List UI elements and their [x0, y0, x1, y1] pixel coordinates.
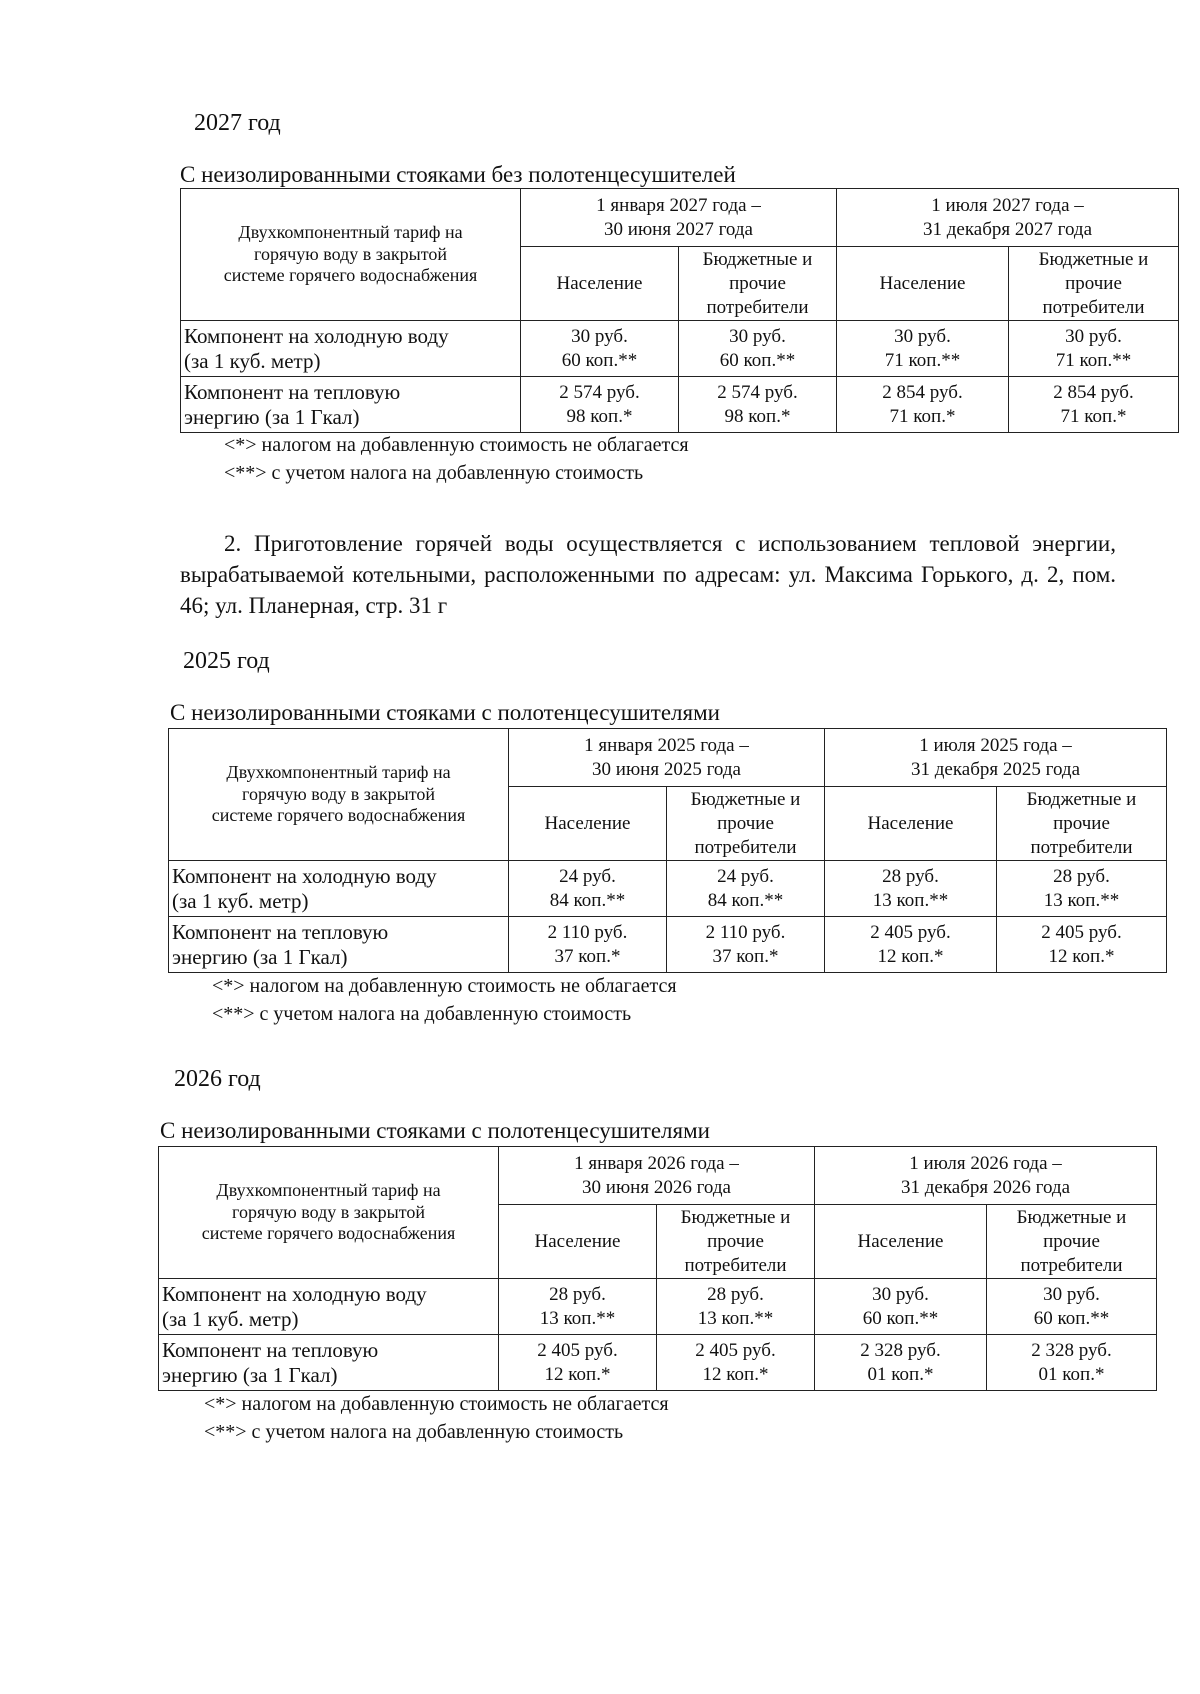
value-cell: 24 руб. 84 коп.** [667, 861, 825, 917]
column-header-population: Население [825, 787, 997, 861]
column-header-population: Население [521, 247, 679, 321]
period-header-h1: 1 января 2026 года – 30 июня 2026 года [499, 1147, 815, 1205]
value-cell: 2 328 руб. 01 коп.* [815, 1335, 987, 1391]
column-header-population: Население [837, 247, 1009, 321]
value-cell: 2 854 руб. 71 коп.* [1009, 377, 1179, 433]
year-heading: 2025 год [183, 648, 270, 674]
column-header-budget: Бюджетные и прочие потребители [1009, 247, 1179, 321]
paragraph-boiler-houses: 2. Приготовление горячей воды осуществляется с использованием тепловой энергии, вырабатываемой котельными, расположенными по адресам: ул. Максима Горького, д. 2, пом. 46; ул. Планерная, стр. 31 г [180, 531, 1116, 618]
period-header-h2: 1 июля 2027 года – 31 декабря 2027 года [837, 189, 1179, 247]
value-cell: 28 руб. 13 коп.** [825, 861, 997, 917]
table-row-cold-water [181, 321, 1179, 377]
period-header-h2: 1 июля 2025 года – 31 декабря 2025 года [825, 729, 1167, 787]
value-cell: 2 574 руб. 98 коп.* [521, 377, 679, 433]
value-cell: 24 руб. 84 коп.** [509, 861, 667, 917]
value-cell: 28 руб. 13 коп.** [997, 861, 1167, 917]
table-subtitle: С неизолированными стояками с полотенцесушителями [160, 1118, 710, 1143]
period-header-h1: 1 января 2027 года – 30 июня 2027 года [521, 189, 837, 247]
footnote-vat-exempt: <*> налогом на добавленную стоимость не облагается [204, 1393, 669, 1415]
value-cell: 30 руб. 60 коп.** [815, 1279, 987, 1335]
row-label-heat-energy: Компонент на тепловую энергию (за 1 Гкал) [159, 1335, 499, 1391]
period-header-h1: 1 января 2025 года – 30 июня 2025 года [509, 729, 825, 787]
footnote-vat-included: <**> с учетом налога на добавленную стоимость [224, 462, 644, 484]
row-label-cold-water: Компонент на холодную воду (за 1 куб. метр) [159, 1279, 499, 1335]
tariff-table-2027 [180, 188, 1179, 433]
value-cell: 2 405 руб. 12 коп.* [657, 1335, 815, 1391]
value-cell: 2 328 руб. 01 коп.* [987, 1335, 1157, 1391]
footnote-vat-exempt: <*> налогом на добавленную стоимость не облагается [212, 975, 677, 997]
value-cell: 30 руб. 60 коп.** [679, 321, 837, 377]
value-cell: 2 405 руб. 12 коп.* [997, 917, 1167, 973]
table-row-heat-energy [169, 917, 1167, 973]
column-header-population: Население [509, 787, 667, 861]
footnote-vat-exempt: <*> налогом на добавленную стоимость не облагается [224, 434, 689, 456]
column-header-budget: Бюджетные и прочие потребители [997, 787, 1167, 861]
row-label-heat-energy: Компонент на тепловую энергию (за 1 Гкал) [181, 377, 521, 433]
value-cell: 28 руб. 13 коп.** [499, 1279, 657, 1335]
column-header-budget: Бюджетные и прочие потребители [667, 787, 825, 861]
tariff-description-cell: Двухкомпонентный тариф на горячую воду в закрытой системе горячего водоснабжения [159, 1147, 499, 1279]
table-subtitle: С неизолированными стояками без полотенцесушителей [180, 162, 736, 187]
column-header-budget: Бюджетные и прочие потребители [987, 1205, 1157, 1279]
value-cell: 30 руб. 71 коп.** [837, 321, 1009, 377]
table-row-cold-water [169, 861, 1167, 917]
row-label-cold-water: Компонент на холодную воду (за 1 куб. метр) [169, 861, 509, 917]
value-cell: 30 руб. 71 коп.** [1009, 321, 1179, 377]
row-label-heat-energy: Компонент на тепловую энергию (за 1 Гкал) [169, 917, 509, 973]
value-cell: 2 854 руб. 71 коп.* [837, 377, 1009, 433]
year-heading: 2026 год [174, 1066, 261, 1092]
column-header-population: Население [815, 1205, 987, 1279]
row-label-cold-water: Компонент на холодную воду (за 1 куб. метр) [181, 321, 521, 377]
value-cell: 2 110 руб. 37 коп.* [667, 917, 825, 973]
column-header-population: Население [499, 1205, 657, 1279]
footnote-vat-included: <**> с учетом налога на добавленную стоимость [204, 1421, 624, 1443]
column-header-budget: Бюджетные и прочие потребители [657, 1205, 815, 1279]
footnote-vat-included: <**> с учетом налога на добавленную стоимость [212, 1003, 632, 1025]
value-cell: 30 руб. 60 коп.** [521, 321, 679, 377]
table-row-heat-energy [181, 377, 1179, 433]
value-cell: 2 110 руб. 37 коп.* [509, 917, 667, 973]
tariff-table-2025 [168, 728, 1167, 973]
year-heading: 2027 год [194, 110, 281, 136]
tariff-description-cell: Двухкомпонентный тариф на горячую воду в закрытой системе горячего водоснабжения [181, 189, 521, 321]
value-cell: 2 405 руб. 12 коп.* [825, 917, 997, 973]
value-cell: 30 руб. 60 коп.** [987, 1279, 1157, 1335]
table-row-heat-energy [159, 1335, 1157, 1391]
table-subtitle: С неизолированными стояками с полотенцесушителями [170, 700, 720, 725]
value-cell: 2 574 руб. 98 коп.* [679, 377, 837, 433]
value-cell: 2 405 руб. 12 коп.* [499, 1335, 657, 1391]
tariff-table-2026 [158, 1146, 1157, 1391]
value-cell: 28 руб. 13 коп.** [657, 1279, 815, 1335]
table-row-cold-water [159, 1279, 1157, 1335]
period-header-h2: 1 июля 2026 года – 31 декабря 2026 года [815, 1147, 1157, 1205]
tariff-description-cell: Двухкомпонентный тариф на горячую воду в закрытой системе горячего водоснабжения [169, 729, 509, 861]
column-header-budget: Бюджетные и прочие потребители [679, 247, 837, 321]
